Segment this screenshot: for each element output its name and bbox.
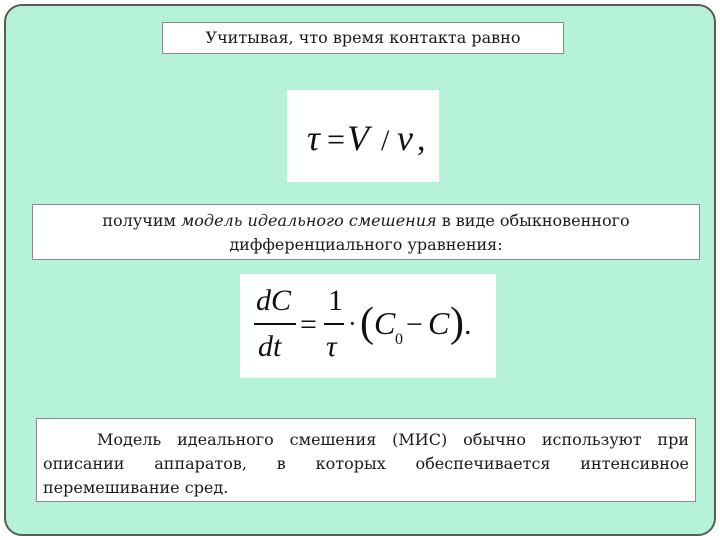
- model-text-emphasis: модель идеального смешения: [181, 211, 437, 230]
- intro-text-box: [162, 22, 564, 54]
- equals-sign: =: [327, 121, 346, 157]
- slash-symbol: /: [381, 124, 390, 157]
- slide-background: [4, 4, 716, 536]
- ode-period: .: [464, 308, 472, 341]
- derivative-numerator: dC: [256, 284, 292, 317]
- inlet-concentration-symbol: C: [374, 305, 396, 341]
- model-text-box: [32, 204, 700, 260]
- tau-symbol: τ: [307, 118, 320, 158]
- derivative-denominator: dt: [258, 330, 282, 363]
- description-text: Модель идеального смешения (МИС) обычно используют при описании аппаратов, в которых обеспечивается интенсивное перемешивание сред.: [43, 430, 689, 497]
- volume-symbol: V: [347, 118, 369, 158]
- formula-differential-equation-svg: [240, 274, 496, 378]
- paren-open: (: [360, 300, 374, 346]
- inlet-concentration-subscript: 0: [395, 331, 403, 348]
- multiply-dot: ·: [348, 309, 357, 338]
- model-text-suffix: в виде обыкновенного дифференциального уравнения:: [229, 211, 630, 254]
- concentration-symbol: C: [428, 305, 450, 341]
- formula-differential-equation: [240, 274, 496, 378]
- model-text-prefix: получим: [102, 211, 182, 230]
- paren-close: ): [450, 300, 464, 346]
- formula-contact-time-svg: [287, 90, 439, 182]
- one-over-tau-denominator: τ: [326, 330, 337, 363]
- flow-rate-symbol: v: [397, 118, 413, 158]
- comma-symbol: ,: [417, 121, 426, 158]
- ode-equals-sign: =: [300, 308, 317, 341]
- minus-sign: −: [406, 308, 423, 341]
- formula-contact-time: [287, 90, 439, 182]
- description-text-box: [36, 418, 696, 502]
- one-over-tau-numerator: 1: [328, 284, 343, 317]
- intro-text: Учитывая, что время контакта равно: [205, 28, 521, 47]
